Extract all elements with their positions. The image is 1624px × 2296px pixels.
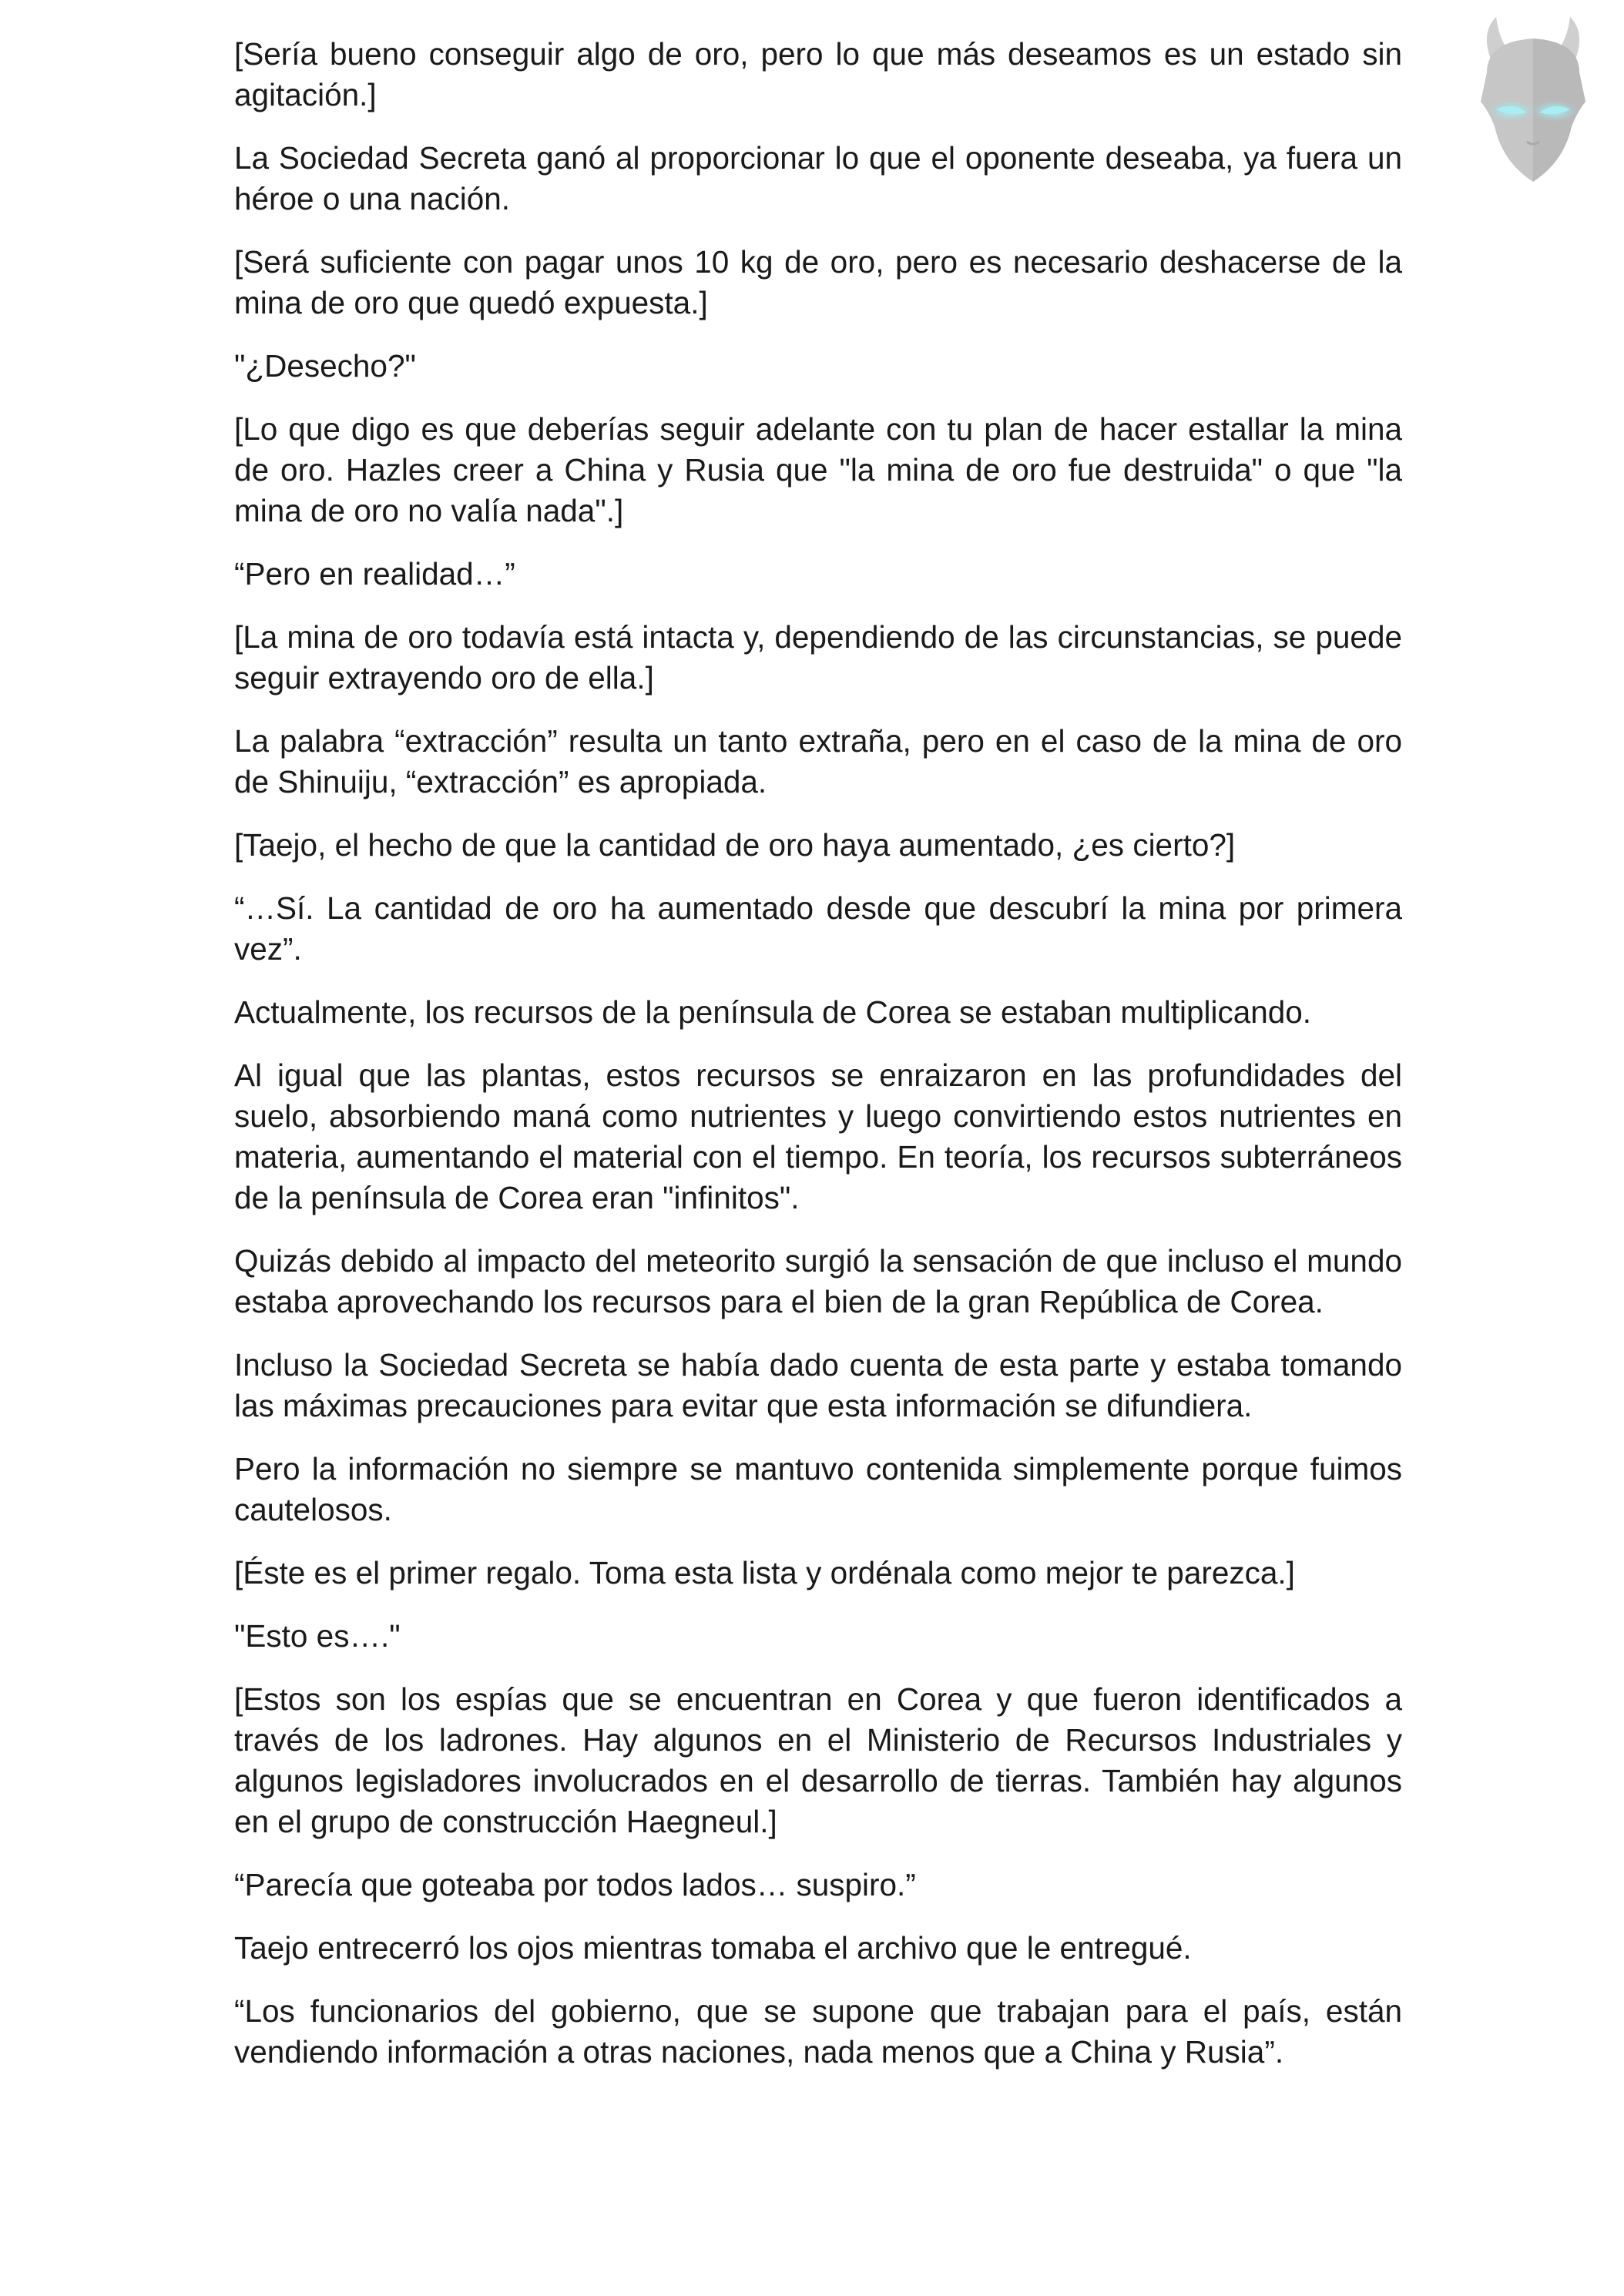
paragraph: “Los funcionarios del gobierno, que se supone que trabajan para el país, están vendiendo información a otras naciones, nada menos que a China y Rusia”. <box>234 1993 1402 2070</box>
paragraph: Pero la información no siempre se mantuvo contenida simplemente porque fuimos cautelosos. <box>234 1451 1402 1527</box>
paragraph: Al igual que las plantas, estos recursos se enraizaron en las profundidades del suelo, absorbiendo maná como nutrientes y luego convirtiendo estos nutrientes en materia, aumentando el material con el tiempo. En teoría, los recursos subterráneos de la península de Corea eran "infinitos". <box>234 1058 1402 1215</box>
paragraph: [Estos son los espías que se encuentran en Corea y que fueron identificados a través de los ladrones. Hay algunos en el Ministerio de Recursos Industriales y algunos legisladores involucrados en el desarrollo de tierras. También hay algunos en el grupo de construcción Haegneul.] <box>234 1681 1402 1839</box>
paragraph: [Sería bueno conseguir algo de oro, pero lo que más deseamos es un estado sin agitación.] <box>234 36 1402 112</box>
document-body <box>234 34 1402 2073</box>
paragraph: [La mina de oro todavía está intacta y, dependiendo de las circunstancias, se puede seguir extrayendo oro de ella.] <box>234 619 1402 696</box>
paragraph: Quizás debido al impacto del meteorito surgió la sensación de que incluso el mundo estaba aprovechando los recursos para el bien de la gran República de Corea. <box>234 1243 1402 1319</box>
paragraph: “Parecía que goteaba por todos lados… suspiro.” <box>234 1867 916 1902</box>
paragraph: [Será suficiente con pagar unos 10 kg de oro, pero es necesario deshacerse de la mina de oro que quedó expuesta.] <box>234 244 1402 320</box>
paragraph: Incluso la Sociedad Secreta se había dado cuenta de esta parte y estaba tomando las máximas precauciones para evitar que esta información se difundiera. <box>234 1347 1402 1423</box>
paragraph: [Éste es el primer regalo. Toma esta lista y ordénala como mejor te parezca.] <box>234 1555 1295 1590</box>
paragraph: "Esto es…." <box>234 1618 401 1654</box>
paragraph: Taejo entrecerró los ojos mientras tomaba el archivo que le entregué. <box>234 1930 1192 1966</box>
paragraph: “Pero en realidad…” <box>234 556 515 592</box>
paragraph: Actualmente, los recursos de la península de Corea se estaban multiplicando. <box>234 994 1312 1030</box>
paragraph: [Taejo, el hecho de que la cantidad de oro haya aumentado, ¿es cierto?] <box>234 827 1236 863</box>
paragraph: La Sociedad Secreta ganó al proporcionar lo que el oponente deseaba, ya fuera un héroe o una nación. <box>234 140 1402 216</box>
paragraph: La palabra “extracción” resulta un tanto extraña, pero en el caso de la mina de oro de Shinuiju, “extracción” es apropiada. <box>234 723 1402 799</box>
paragraph: [Lo que digo es que deberías seguir adelante con tu plan de hacer estallar la mina de oro. Hazles creer a China y Rusia que "la mina de oro fue destruida" o que "la mina de oro no valía nada".] <box>234 411 1402 528</box>
paragraph: “…Sí. La cantidad de oro ha aumentado desde que descubrí la mina por primera vez”. <box>234 890 1402 967</box>
demon-head-logo-icon <box>1456 11 1610 196</box>
paragraph: "¿Desecho?" <box>234 348 416 384</box>
